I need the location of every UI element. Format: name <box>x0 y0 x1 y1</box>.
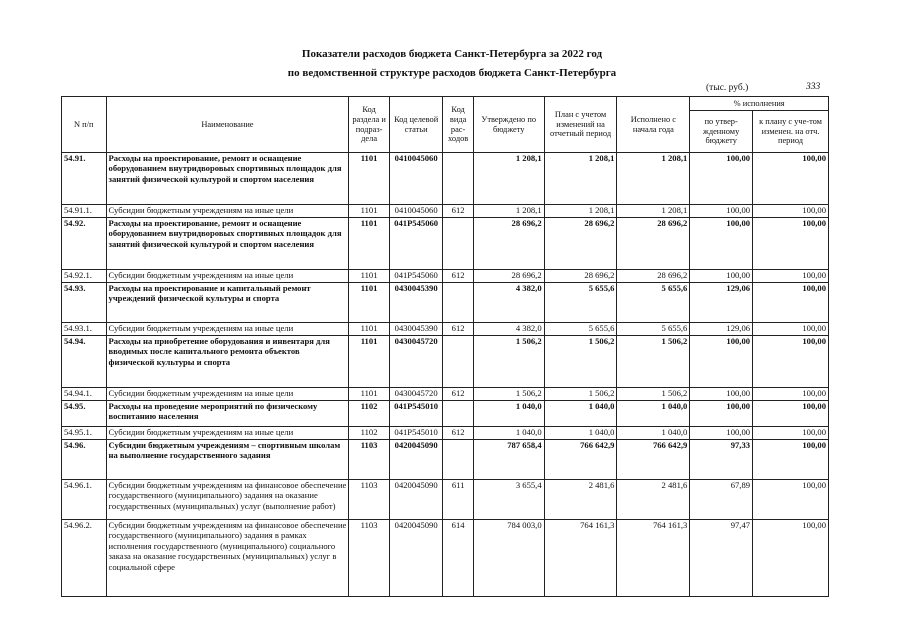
row-executed-value: 28 696,2 <box>617 270 690 283</box>
row-section-code: 1101 <box>349 205 389 218</box>
row-pct-plan: 100,00 <box>753 520 829 597</box>
row-section-code: 1101 <box>349 218 389 270</box>
row-target-code: 041P545010 <box>389 401 443 427</box>
row-approved-value: 784 003,0 <box>473 520 544 597</box>
row-plan-value: 2 481,6 <box>544 480 617 520</box>
table-row <box>62 401 829 427</box>
row-section-code: 1101 <box>349 323 389 336</box>
row-plan-value: 766 642,9 <box>544 440 617 480</box>
row-name: Расходы на проектирование и капитальный ремонт учреждений физической культуры и спорта <box>106 283 349 323</box>
page-number: 333 <box>806 82 821 92</box>
row-approved-value: 1 040,0 <box>473 427 544 440</box>
row-executed-value: 5 655,6 <box>617 323 690 336</box>
row-executed-value: 1 208,1 <box>617 153 690 205</box>
header-percent-group: % исполнения <box>690 97 829 111</box>
header-pct-plan: к плану с уче-том изменен. на отч. период <box>753 111 829 153</box>
row-pct-plan: 100,00 <box>753 270 829 283</box>
table-row <box>62 427 829 440</box>
row-number: 54.96.1. <box>62 480 107 520</box>
row-number: 54.95. <box>62 401 107 427</box>
row-pct-plan: 100,00 <box>753 480 829 520</box>
row-plan-value: 5 655,6 <box>544 323 617 336</box>
row-plan-value: 1 040,0 <box>544 401 617 427</box>
row-pct-approved: 100,00 <box>690 388 753 401</box>
row-section-code: 1101 <box>349 153 389 205</box>
header-name: Наименование <box>106 97 349 153</box>
row-name: Субсидии бюджетным учреждениям – спортивным школам на выполнение государственного задания <box>106 440 349 480</box>
row-target-code: 041P545060 <box>389 218 443 270</box>
row-pct-plan: 100,00 <box>753 440 829 480</box>
row-executed-value: 1 208,1 <box>617 205 690 218</box>
row-approved-value: 28 696,2 <box>473 270 544 283</box>
row-pct-approved: 129,06 <box>690 323 753 336</box>
row-pct-approved: 100,00 <box>690 427 753 440</box>
table-row <box>62 480 829 520</box>
row-number: 54.94. <box>62 336 107 388</box>
row-expense-type-code: 612 <box>443 427 473 440</box>
budget-table <box>61 96 829 597</box>
row-target-code: 0420045090 <box>389 440 443 480</box>
row-pct-approved: 100,00 <box>690 205 753 218</box>
row-approved-value: 1 040,0 <box>473 401 544 427</box>
report-subtitle: по ведомственной структуре расходов бюджета Санкт-Петербурга <box>287 67 617 79</box>
row-plan-value: 1 506,2 <box>544 336 617 388</box>
row-pct-approved: 100,00 <box>690 218 753 270</box>
header-num: N п/п <box>62 97 107 153</box>
row-name: Субсидии бюджетным учреждениям на иные цели <box>106 388 349 401</box>
row-pct-plan: 100,00 <box>753 427 829 440</box>
table-row <box>62 283 829 323</box>
row-target-code: 0410045060 <box>389 205 443 218</box>
row-plan-value: 28 696,2 <box>544 270 617 283</box>
row-name: Субсидии бюджетным учреждениям на иные цели <box>106 323 349 336</box>
report-title: Показатели расходов бюджета Санкт-Петербурга за 2022 год <box>301 48 603 60</box>
row-pct-approved: 100,00 <box>690 270 753 283</box>
row-expense-type-code: 612 <box>443 323 473 336</box>
table-row <box>62 205 829 218</box>
table-row <box>62 520 829 597</box>
row-name: Субсидии бюджетным учреждениям на иные цели <box>106 270 349 283</box>
row-section-code: 1103 <box>349 520 389 597</box>
table-row <box>62 388 829 401</box>
row-plan-value: 1 208,1 <box>544 205 617 218</box>
row-name: Расходы на проектирование, ремонт и оснащение оборудованием внутридворовых спортивных площадок для занятий физической культурой и спортом населения <box>106 218 349 270</box>
row-approved-value: 28 696,2 <box>473 218 544 270</box>
header-target-code: Код целевой статьи <box>389 97 443 153</box>
row-executed-value: 764 161,3 <box>617 520 690 597</box>
row-plan-value: 5 655,6 <box>544 283 617 323</box>
row-name: Субсидии бюджетным учреждениям на финансовое обеспечение государственного (муниципального) задания на оказание государственных (муниципальных) услуг (выполнение работ) <box>106 480 349 520</box>
row-section-code: 1102 <box>349 401 389 427</box>
row-executed-value: 5 655,6 <box>617 283 690 323</box>
table-row <box>62 336 829 388</box>
row-name: Субсидии бюджетным учреждениям на иные цели <box>106 427 349 440</box>
header-executed: Исполнено с начала года <box>617 97 690 153</box>
row-executed-value: 1 506,2 <box>617 336 690 388</box>
row-section-code: 1103 <box>349 440 389 480</box>
row-plan-value: 1 506,2 <box>544 388 617 401</box>
row-section-code: 1101 <box>349 388 389 401</box>
header-section-code: Код раздела и подраз-дела <box>349 97 389 153</box>
header-pct-approved: по утвер-жденному бюджету <box>690 111 753 153</box>
row-approved-value: 1 506,2 <box>473 336 544 388</box>
row-pct-plan: 100,00 <box>753 323 829 336</box>
header-plan: План с учетом изменений на отчетный период <box>544 97 617 153</box>
row-number: 54.93.1. <box>62 323 107 336</box>
row-expense-type-code <box>443 336 473 388</box>
row-section-code: 1103 <box>349 480 389 520</box>
row-expense-type-code <box>443 153 473 205</box>
row-pct-plan: 100,00 <box>753 401 829 427</box>
row-expense-type-code: 611 <box>443 480 473 520</box>
row-executed-value: 1 040,0 <box>617 401 690 427</box>
row-name: Субсидии бюджетным учреждениям на финансовое обеспечение государственного (муниципального) задания в рамках исполнения государственного (муниципального) социального заказа на оказание государственных (муниципальных) услуг в социальной сфере <box>106 520 349 597</box>
table-header <box>62 97 829 153</box>
row-approved-value: 4 382,0 <box>473 323 544 336</box>
row-plan-value: 28 696,2 <box>544 218 617 270</box>
table-row <box>62 218 829 270</box>
row-plan-value: 1 208,1 <box>544 153 617 205</box>
row-number: 54.96. <box>62 440 107 480</box>
row-executed-value: 766 642,9 <box>617 440 690 480</box>
row-pct-plan: 100,00 <box>753 283 829 323</box>
row-target-code: 041P545060 <box>389 270 443 283</box>
row-pct-plan: 100,00 <box>753 388 829 401</box>
table-row <box>62 270 829 283</box>
row-expense-type-code: 614 <box>443 520 473 597</box>
table-row <box>62 440 829 480</box>
row-target-code: 0410045060 <box>389 153 443 205</box>
row-approved-value: 1 208,1 <box>473 205 544 218</box>
row-pct-plan: 100,00 <box>753 218 829 270</box>
row-target-code: 0430045720 <box>389 388 443 401</box>
row-pct-approved: 97,33 <box>690 440 753 480</box>
row-expense-type-code: 612 <box>443 388 473 401</box>
header-expense-type-code: Код вида рас-ходов <box>443 97 473 153</box>
row-target-code: 041P545010 <box>389 427 443 440</box>
row-pct-approved: 67,89 <box>690 480 753 520</box>
row-target-code: 0420045090 <box>389 480 443 520</box>
table-row <box>62 323 829 336</box>
row-section-code: 1101 <box>349 270 389 283</box>
row-executed-value: 2 481,6 <box>617 480 690 520</box>
row-number: 54.93. <box>62 283 107 323</box>
row-target-code: 0420045090 <box>389 520 443 597</box>
row-number: 54.91.1. <box>62 205 107 218</box>
row-plan-value: 1 040,0 <box>544 427 617 440</box>
header-approved: Утверждено по бюджету <box>473 97 544 153</box>
row-pct-approved: 129,06 <box>690 283 753 323</box>
units-label: (тыс. руб.) <box>706 83 749 93</box>
row-approved-value: 4 382,0 <box>473 283 544 323</box>
row-plan-value: 764 161,3 <box>544 520 617 597</box>
row-expense-type-code: 612 <box>443 270 473 283</box>
row-pct-approved: 100,00 <box>690 153 753 205</box>
row-executed-value: 1 040,0 <box>617 427 690 440</box>
row-approved-value: 1 506,2 <box>473 388 544 401</box>
row-pct-approved: 100,00 <box>690 336 753 388</box>
row-pct-approved: 97,47 <box>690 520 753 597</box>
row-number: 54.92. <box>62 218 107 270</box>
row-name: Расходы на проектирование, ремонт и оснащение оборудованием внутридворовых спортивных площадок для занятий физической культурой и спортом населения <box>106 153 349 205</box>
row-approved-value: 787 658,4 <box>473 440 544 480</box>
row-approved-value: 3 655,4 <box>473 480 544 520</box>
table-row <box>62 153 829 205</box>
row-expense-type-code <box>443 440 473 480</box>
row-executed-value: 28 696,2 <box>617 218 690 270</box>
row-name: Субсидии бюджетным учреждениям на иные цели <box>106 205 349 218</box>
row-expense-type-code: 612 <box>443 205 473 218</box>
row-number: 54.95.1. <box>62 427 107 440</box>
row-target-code: 0430045720 <box>389 336 443 388</box>
row-number: 54.91. <box>62 153 107 205</box>
row-expense-type-code <box>443 401 473 427</box>
row-approved-value: 1 208,1 <box>473 153 544 205</box>
row-section-code: 1101 <box>349 283 389 323</box>
row-pct-approved: 100,00 <box>690 401 753 427</box>
row-target-code: 0430045390 <box>389 283 443 323</box>
row-section-code: 1102 <box>349 427 389 440</box>
row-name: Расходы на приобретение оборудования и инвентаря для вводимых после капитального ремонта объектов физической культуры и спорта <box>106 336 349 388</box>
row-name: Расходы на проведение мероприятий по физическому воспитанию населения <box>106 401 349 427</box>
row-section-code: 1101 <box>349 336 389 388</box>
row-number: 54.92.1. <box>62 270 107 283</box>
table-body <box>62 153 829 597</box>
row-pct-plan: 100,00 <box>753 153 829 205</box>
row-pct-plan: 100,00 <box>753 205 829 218</box>
row-pct-plan: 100,00 <box>753 336 829 388</box>
row-number: 54.94.1. <box>62 388 107 401</box>
row-number: 54.96.2. <box>62 520 107 597</box>
row-expense-type-code <box>443 283 473 323</box>
row-executed-value: 1 506,2 <box>617 388 690 401</box>
row-target-code: 0430045390 <box>389 323 443 336</box>
row-expense-type-code <box>443 218 473 270</box>
